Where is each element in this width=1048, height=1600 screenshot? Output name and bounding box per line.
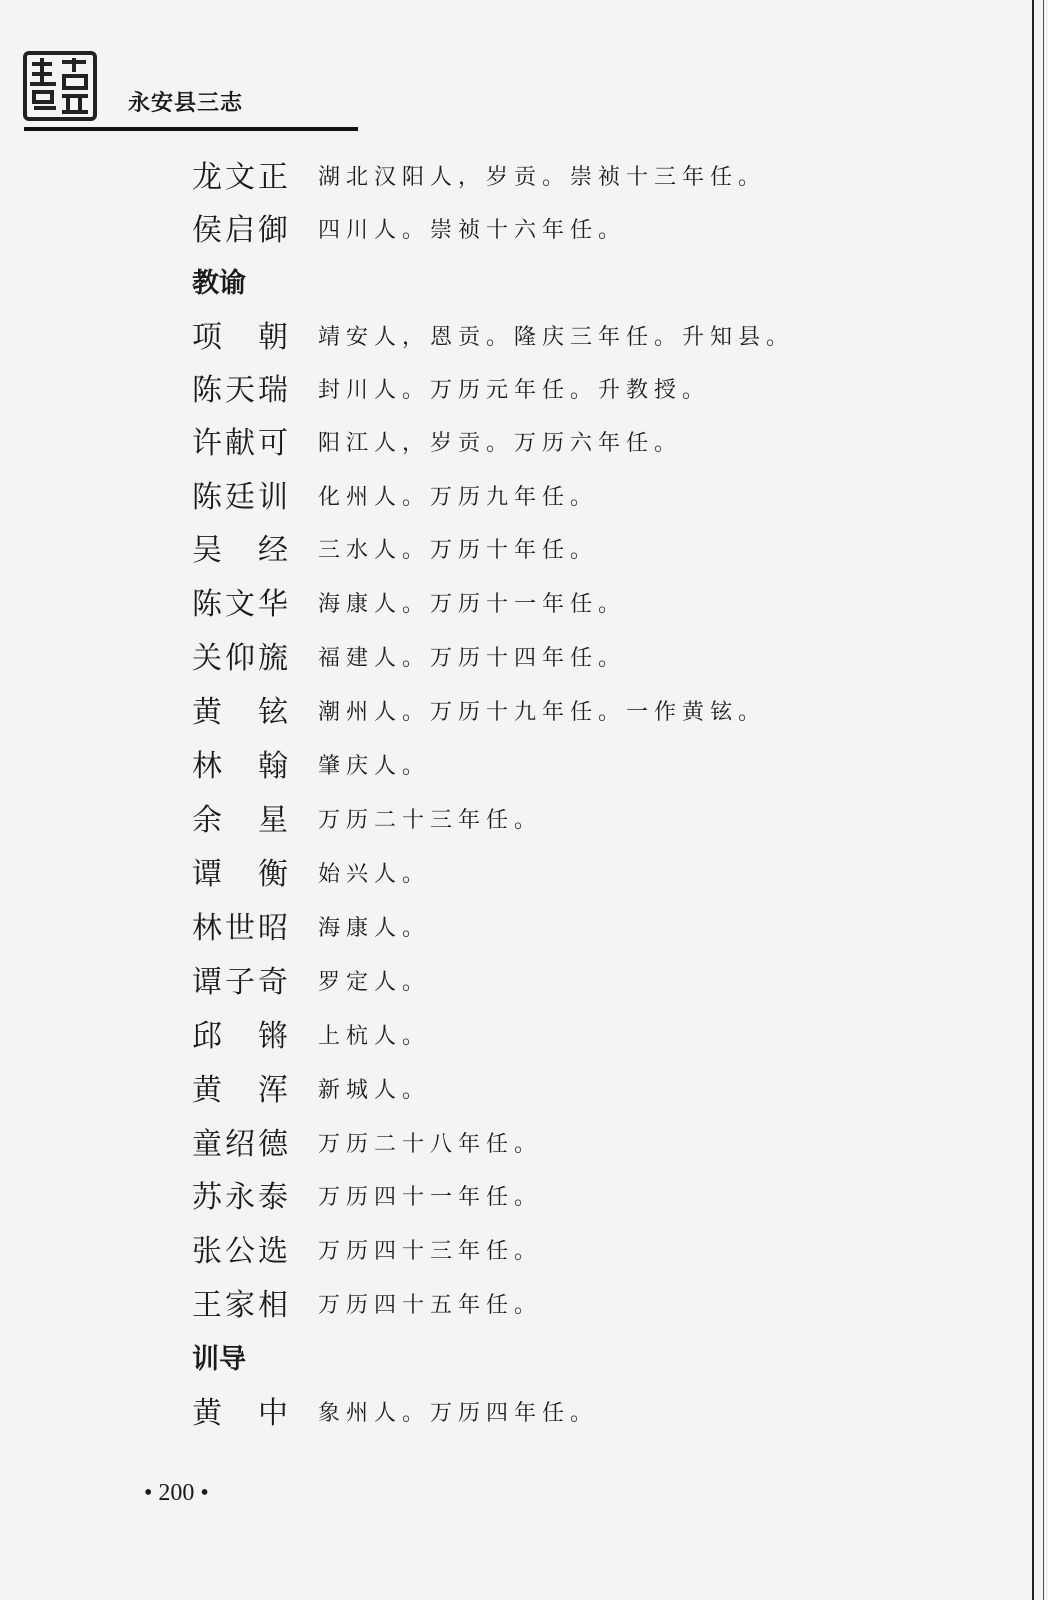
list-item: [192, 585, 626, 625]
entry-desc: 始兴人。: [318, 862, 431, 887]
entry-desc: 封川人。万历元年任。升教授。: [318, 378, 711, 403]
entry-name: 侯启御: [192, 213, 288, 248]
entry-name: 谭 衡: [192, 857, 288, 892]
list-item: [192, 158, 766, 198]
page-edge: [1032, 0, 1034, 1600]
entry-name: 龙文正: [192, 160, 288, 195]
entry-name: 黄 浑: [192, 1073, 288, 1108]
list-item: [192, 1286, 542, 1326]
list-item: [192, 855, 430, 895]
list-item: [192, 1125, 542, 1165]
entry-name: 王家相: [192, 1288, 288, 1323]
entry-desc: 新城人。: [318, 1078, 431, 1103]
entry-desc: 三水人。万历十年任。: [318, 538, 599, 563]
list-item: [192, 1178, 542, 1218]
list-item: [192, 963, 430, 1003]
entry-name: 吴 经: [192, 533, 288, 568]
section-heading-jiaoyu: 教谕: [192, 268, 246, 299]
entry-desc: 湖北汉阳人，岁贡。崇祯十三年任。: [318, 165, 767, 190]
entry-name: 余 星: [192, 803, 288, 838]
list-item: [192, 1071, 430, 1111]
page-edge-inner: [1043, 0, 1044, 1600]
list-item: [192, 318, 794, 358]
entry-name: 黄 铉: [192, 695, 288, 730]
list-item: [192, 747, 430, 787]
entry-name: 林 翰: [192, 749, 288, 784]
entry-name: 谭子奇: [192, 965, 288, 1000]
entry-desc: 上杭人。: [318, 1024, 431, 1049]
entry-name: 苏永泰: [192, 1180, 288, 1215]
list-item: [192, 371, 710, 411]
entry-name: 张公选: [192, 1234, 288, 1269]
list-item: [192, 1017, 430, 1057]
entry-name: 邱 锵: [192, 1019, 288, 1054]
entry-name: 林世昭: [192, 911, 288, 946]
entry-desc: 海康人。万历十一年任。: [318, 592, 627, 617]
entry-desc: 化州人。万历九年任。: [318, 485, 599, 510]
list-item: [192, 801, 542, 841]
list-item: [192, 909, 430, 949]
list-item: [192, 693, 766, 733]
entry-desc: 万历二十八年任。: [318, 1132, 543, 1157]
list-item: [192, 639, 626, 679]
list-item: [192, 211, 626, 251]
entry-desc: 万历四十三年任。: [318, 1239, 543, 1264]
entry-desc: 潮州人。万历十九年任。一作黄铉。: [318, 700, 767, 725]
entry-desc: 海康人。: [318, 916, 431, 941]
section-heading-xundao: 训导: [192, 1344, 246, 1375]
list-item: [192, 424, 682, 464]
entry-name: 许献可: [192, 426, 288, 461]
entry-name: 童绍德: [192, 1127, 288, 1162]
header-title: 永安县三志: [128, 91, 244, 116]
list-item: [192, 478, 598, 518]
entry-name: 陈天瑞: [192, 373, 288, 408]
entry-name: 项 朝: [192, 320, 288, 355]
list-item: [192, 1232, 542, 1272]
entry-desc: 阳江人，岁贡。万历六年任。: [318, 431, 683, 456]
entry-desc: 万历二十三年任。: [318, 808, 543, 833]
page-number: • 200 •: [144, 1480, 209, 1506]
entry-desc: 万历四十一年任。: [318, 1185, 543, 1210]
seal-logo-icon: [22, 50, 98, 122]
entry-desc: 福建人。万历十四年任。: [318, 646, 627, 671]
entry-name: 关仰旒: [192, 641, 288, 676]
entry-desc: 象州人。万历四年任。: [318, 1401, 599, 1426]
header-rule: [24, 127, 358, 131]
entry-name: 陈廷训: [192, 480, 288, 515]
entry-desc: 靖安人，恩贡。隆庆三年任。升知县。: [318, 325, 795, 350]
entry-desc: 万历四十五年任。: [318, 1293, 543, 1318]
entry-desc: 四川人。崇祯十六年任。: [318, 218, 627, 243]
entry-name: 陈文华: [192, 587, 288, 622]
entry-desc: 肇庆人。: [318, 754, 431, 779]
list-item: [192, 1394, 598, 1434]
list-item: [192, 531, 598, 571]
entry-desc: 罗定人。: [318, 970, 431, 995]
entry-name: 黄 中: [192, 1396, 288, 1431]
